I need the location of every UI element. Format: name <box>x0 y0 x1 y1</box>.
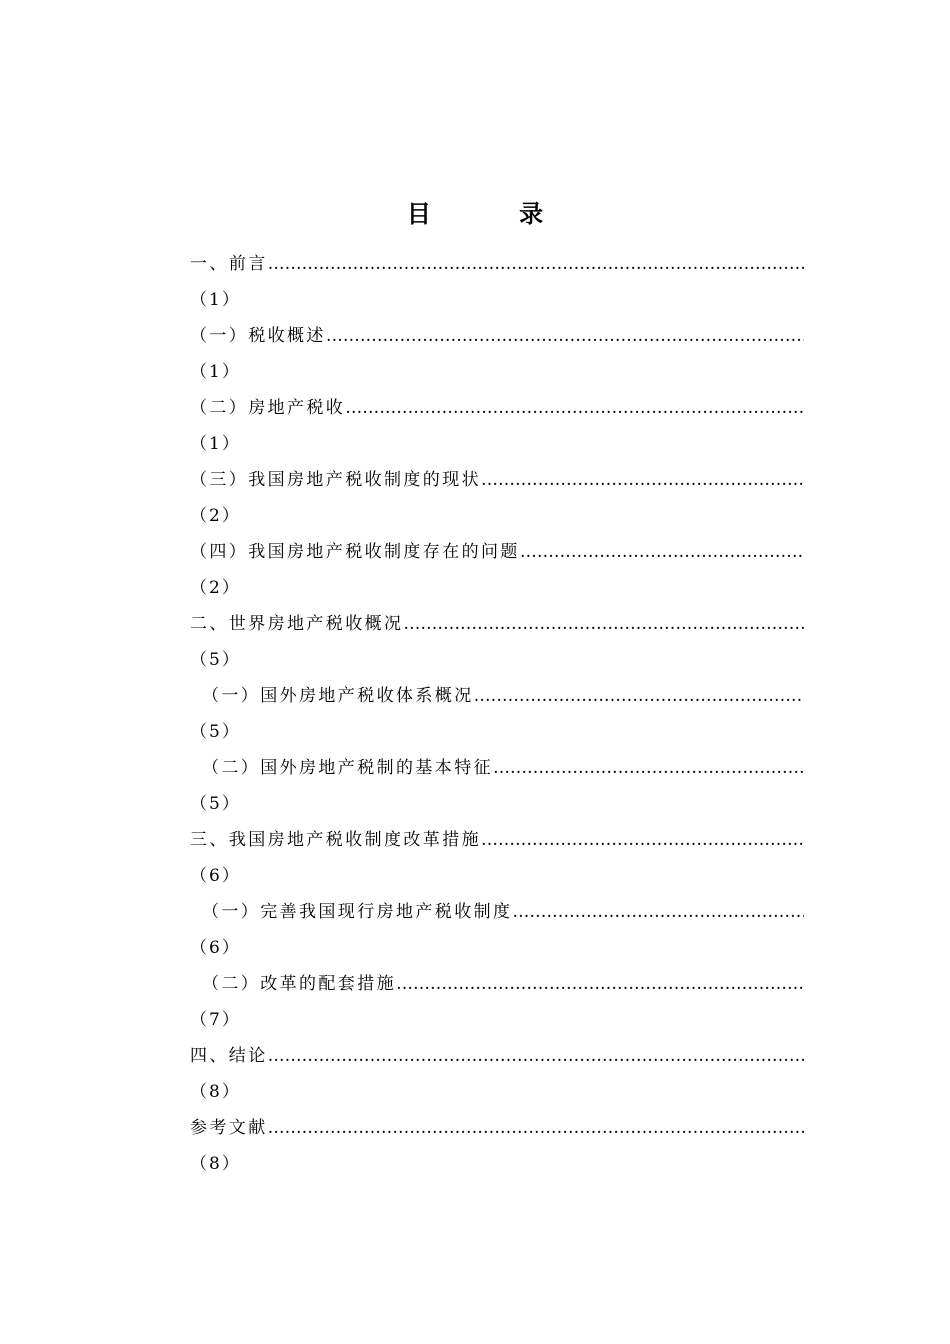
dot-leader <box>520 534 804 570</box>
dot-leader <box>512 894 804 930</box>
toc-entry-label: 参考文献 <box>190 1118 268 1138</box>
toc-entry-world-overview <box>190 606 804 678</box>
toc-entry-page: （8） <box>190 1082 241 1102</box>
toc-entry-improve-system <box>190 894 804 966</box>
dot-leader <box>345 390 804 426</box>
dot-leader <box>268 246 804 282</box>
toc-entry-page: （5） <box>190 794 241 814</box>
dot-leader <box>326 318 804 354</box>
dot-leader <box>481 462 804 498</box>
dot-leader <box>396 966 804 1002</box>
toc-entry-page: （2） <box>190 506 241 526</box>
toc-entry-label: 一、前言 <box>190 254 268 274</box>
toc-entry-page: （5） <box>190 650 241 670</box>
toc-entry-problems <box>190 534 804 606</box>
toc-entry-label: （一）国外房地产税收体系概况 <box>202 686 474 706</box>
toc-entry-page: （5） <box>190 722 241 742</box>
dot-leader <box>493 750 804 786</box>
toc-entry-foreign-features <box>190 750 804 822</box>
toc-entry-supporting-measures <box>190 966 804 1038</box>
toc-entry-preface <box>190 246 804 318</box>
toc-entry-label: （四）我国房地产税收制度存在的问题 <box>190 542 520 562</box>
toc-entry-label: （二）改革的配套措施 <box>202 974 396 994</box>
toc-entry-conclusion <box>190 1038 804 1110</box>
dot-leader <box>403 606 804 642</box>
dot-leader <box>481 822 804 858</box>
toc-entry-page: （8） <box>190 1154 241 1174</box>
toc-entry-label: （三）我国房地产税收制度的现状 <box>190 470 481 490</box>
toc-entry-page: （1） <box>190 362 241 382</box>
dot-leader <box>268 1038 804 1074</box>
toc-entry-reform-measures <box>190 822 804 894</box>
toc-entry-current-status <box>190 462 804 534</box>
toc-entry-real-estate-tax <box>190 390 804 462</box>
toc-entry-page: （7） <box>190 1010 241 1030</box>
toc-title: 目 录 <box>406 200 584 228</box>
toc-entry-foreign-system <box>190 678 804 750</box>
toc-entry-label: 三、我国房地产税收制度改革措施 <box>190 830 481 850</box>
toc-entry-page: （6） <box>190 866 241 886</box>
toc-entry-page: （1） <box>190 434 241 454</box>
toc-entry-label: 二、世界房地产税收概况 <box>190 614 404 634</box>
toc-entry-page: （1） <box>190 290 241 310</box>
toc-entry-page: （2） <box>190 578 241 598</box>
dot-leader <box>268 1110 804 1146</box>
toc-entry-label: （一）完善我国现行房地产税收制度 <box>202 902 513 922</box>
toc-entry-tax-overview <box>190 318 804 390</box>
toc-entry-label: （二）房地产税收 <box>190 398 346 418</box>
dot-leader <box>474 678 804 714</box>
toc-entry-label: （二）国外房地产税制的基本特征 <box>202 758 493 778</box>
toc-entry-references <box>190 1110 804 1182</box>
table-of-contents <box>190 246 804 1182</box>
toc-entry-page: （6） <box>190 938 241 958</box>
toc-entry-label: （一）税收概述 <box>190 326 326 346</box>
toc-entry-label: 四、结论 <box>190 1046 268 1066</box>
